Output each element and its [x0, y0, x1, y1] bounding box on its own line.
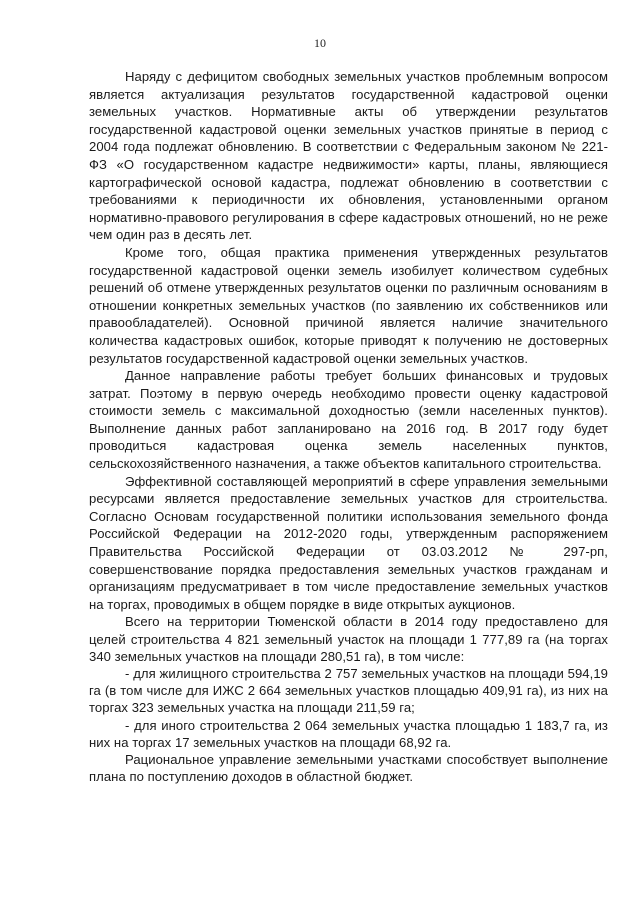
paragraph-rational-management: Рациональное управление земельными участками способствует выполнение плана по поступлению доходов в областной бюджет. — [89, 752, 608, 785]
paragraph-other-construction: - для иного строительства 2 064 земельных участка площадью 1 183,7 га, из них на торгах 17 земельных участков на площади 68,92 га. — [89, 717, 608, 750]
page-number: 10 — [314, 36, 326, 50]
paragraph-housing-construction: - для жилищного строительства 2 757 земельных участков на площади 594,19 га (в том числе для ИЖС 2 664 земельных участков площадью 409,91 га), из них на торгах 323 земельных участка на площади 211,59 га; — [89, 666, 608, 716]
paragraph-work-direction: Данное направление работы требует больших финансовых и трудовых затрат. Поэтому в первую очередь необходимо провести оценку кадастровой стоимости земель с максимальной доходностью (земли населенных пунктов). Выполнение данных работ запланировано на 2016 год. В 2017 году будет проводиться кадастровая оценка земель населенных пунктов, сельскохозяйственного назначения, а также объектов капитального строительства. — [89, 368, 608, 472]
paragraph-court-decisions: Кроме того, общая практика применения утвержденных результатов государственной кадастровой оценки земель изобилует количеством судебных решений об отмене утвержденных результатов оценки по различным основаниям в отношении конкретных земельных участков (по заявлению их собственников или правообладателей). Основной причиной является наличие значительного количества кадастровых ошибок, которые приводят к получению не достоверных результатов государственной кадастровой оценки земельных участков. — [89, 244, 608, 366]
paragraph-tyumen-total: Всего на территории Тюменской области в 2014 году предоставлено для целей строительства 4 821 земельный участок на площади 1 777,89 га (на торгах 340 земельных участков на площади 280,51 га), в том числе: — [89, 614, 608, 664]
document-body — [89, 68, 608, 785]
paragraph-land-provision: Эффективной составляющей мероприятий в сфере управления земельными ресурсами является предоставление земельных участков для строительства. Согласно Основам государственной политики использования земельного фонда Российской Федерации на 2012-2020 годы, утвержденным распоряжением Правительства Российской Федерации от 03.03.2012 № 297-рп, совершенствование порядка предоставления земельных участков гражданам и организациям предусматривает в том числе предоставление земельных участков на торгах, проводимых в общем порядке в виде открытых аукционов. — [89, 473, 608, 612]
paragraph-cadastral-valuation: Наряду с дефицитом свободных земельных участков проблемным вопросом является актуализация результатов государственной кадастровой оценки земельных участков. Нормативные акты об утверждении результатов государственной кадастровой оценки земельных участков принятые в период с 2004 года подлежат обновлению. В соответствии с Федеральным законом № 221-ФЗ «О государственном кадастре недвижимости» карты, планы, являющиеся картографической основой кадастра, подлежат обновлению в соответствии с требованиями к периодичности их обновления, установленными органом нормативно-правового регулирования в сфере кадастровых отношений, но не реже чем один раз в десять лет. — [89, 69, 608, 243]
